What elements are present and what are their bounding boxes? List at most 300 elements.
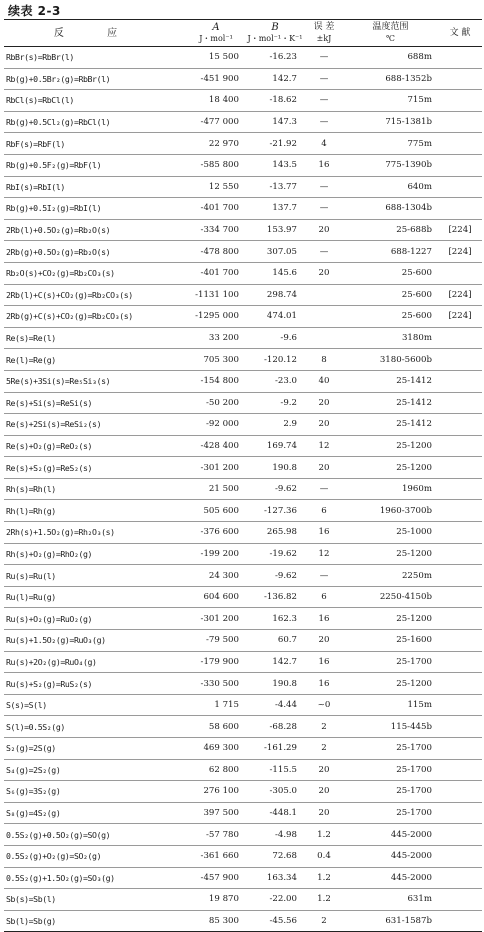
b-value-cell: 72.68 <box>245 845 305 867</box>
temp-range-cell: 445-2000 <box>343 845 438 867</box>
temp-range-cell: 25-1700 <box>343 781 438 803</box>
a-value-cell: -334 700 <box>187 219 245 241</box>
table-row <box>4 845 482 867</box>
error-cell: — <box>305 478 343 500</box>
b-value-cell: 265.98 <box>245 522 305 544</box>
a-value-cell: 15 500 <box>187 47 245 69</box>
a-value-cell: 85 300 <box>187 910 245 932</box>
reference-cell <box>438 651 482 673</box>
temp-range-cell: 688-1352b <box>343 68 438 90</box>
reaction-cell: Rh(s)=Rh(l) <box>4 478 187 500</box>
table-row <box>4 759 482 781</box>
reaction-cell: Ru(s)+2O₂(g)=RuO₄(g) <box>4 651 187 673</box>
table-row <box>4 306 482 328</box>
b-value-cell: -16.23 <box>245 47 305 69</box>
reaction-cell: Re(s)+Si(s)=ReSi(s) <box>4 392 187 414</box>
table-row <box>4 543 482 565</box>
header-error-label: 误 差 <box>313 22 335 32</box>
temp-range-cell: 688m <box>343 47 438 69</box>
a-value-cell: 22 970 <box>187 133 245 155</box>
b-value-cell: -22.00 <box>245 889 305 911</box>
reaction-cell: 2Rb(l)+0.5O₂(g)=Rb₂O(s) <box>4 219 187 241</box>
reaction-cell: Rb(g)+0.5I₂(g)=RbI(l) <box>4 198 187 220</box>
error-cell: 20 <box>305 759 343 781</box>
error-cell <box>305 327 343 349</box>
a-value-cell: 276 100 <box>187 781 245 803</box>
table-row <box>4 565 482 587</box>
reference-cell <box>438 47 482 69</box>
reference-cell <box>438 586 482 608</box>
temp-range-cell: 25-1200 <box>343 608 438 630</box>
reaction-cell: 0.5S₂(g)+0.5O₂(g)=SO(g) <box>4 824 187 846</box>
a-value-cell: -50 200 <box>187 392 245 414</box>
temp-range-cell: 25-1200 <box>343 457 438 479</box>
b-value-cell: 143.5 <box>245 154 305 176</box>
table-row <box>4 90 482 112</box>
reference-cell <box>438 716 482 738</box>
temp-range-cell: 25-1700 <box>343 759 438 781</box>
reference-cell: [224] <box>438 219 482 241</box>
b-value-cell: 142.7 <box>245 651 305 673</box>
reaction-cell: Re(s)+O₂(g)=ReO₂(s) <box>4 435 187 457</box>
reaction-cell: Ru(s)+S₂(g)=RuS₂(s) <box>4 673 187 695</box>
reference-cell <box>438 500 482 522</box>
b-value-cell: -9.62 <box>245 565 305 587</box>
b-value-cell: -4.44 <box>245 694 305 716</box>
reaction-cell: 2Rh(s)+1.5O₂(g)=Rh₂O₃(s) <box>4 522 187 544</box>
temp-range-cell: 445-2000 <box>343 824 438 846</box>
b-value-cell: 190.8 <box>245 673 305 695</box>
table-row <box>4 781 482 803</box>
b-value-cell: -13.77 <box>245 176 305 198</box>
reaction-cell: Rh(l)=Rh(g) <box>4 500 187 522</box>
temp-range-cell: 1960-3700b <box>343 500 438 522</box>
table-row <box>4 673 482 695</box>
table-row <box>4 370 482 392</box>
error-cell: 16 <box>305 608 343 630</box>
table-row <box>4 327 482 349</box>
b-value-cell: 474.01 <box>245 306 305 328</box>
temp-range-cell: 25-1200 <box>343 435 438 457</box>
error-cell: 20 <box>305 781 343 803</box>
temp-range-cell: 25-1412 <box>343 370 438 392</box>
b-value-cell: -45.56 <box>245 910 305 932</box>
error-cell <box>305 284 343 306</box>
a-value-cell: -154 800 <box>187 370 245 392</box>
temp-range-cell: 25-1412 <box>343 414 438 436</box>
a-value-cell: -451 900 <box>187 68 245 90</box>
temp-range-cell: 25-1200 <box>343 673 438 695</box>
a-value-cell: 58 600 <box>187 716 245 738</box>
reference-cell <box>438 608 482 630</box>
error-cell: 40 <box>305 370 343 392</box>
error-cell: 12 <box>305 543 343 565</box>
error-cell: 16 <box>305 154 343 176</box>
b-value-cell: 298.74 <box>245 284 305 306</box>
error-cell: — <box>305 90 343 112</box>
reaction-cell: Ru(s)+O₂(g)=RuO₂(g) <box>4 608 187 630</box>
error-cell: 1.2 <box>305 867 343 889</box>
table-row <box>4 47 482 69</box>
table-row <box>4 608 482 630</box>
a-value-cell: -477 000 <box>187 111 245 133</box>
table-row <box>4 219 482 241</box>
a-value-cell: 62 800 <box>187 759 245 781</box>
reaction-cell: RbCl(s)=RbCl(l) <box>4 90 187 112</box>
b-value-cell: -19.62 <box>245 543 305 565</box>
reaction-cell: Re(s)=Re(l) <box>4 327 187 349</box>
table-row <box>4 198 482 220</box>
reference-cell <box>438 414 482 436</box>
error-cell <box>305 306 343 328</box>
header-error <box>305 20 343 47</box>
error-cell: — <box>305 241 343 263</box>
table-row <box>4 133 482 155</box>
table-row <box>4 284 482 306</box>
a-value-cell: -1295 000 <box>187 306 245 328</box>
table-row <box>4 716 482 738</box>
temp-range-cell: 775m <box>343 133 438 155</box>
error-cell: 16 <box>305 673 343 695</box>
reference-cell <box>438 673 482 695</box>
reaction-cell: 5Re(s)+3Si(s)=Re₅Si₃(s) <box>4 370 187 392</box>
table-row <box>4 889 482 911</box>
reference-cell: [224] <box>438 306 482 328</box>
header-temp <box>343 20 438 47</box>
reaction-cell: Re(s)+2Si(s)=ReSi₂(s) <box>4 414 187 436</box>
b-value-cell: 162.3 <box>245 608 305 630</box>
reference-cell <box>438 198 482 220</box>
error-cell: 16 <box>305 522 343 544</box>
a-value-cell: -401 700 <box>187 198 245 220</box>
reaction-cell: RbF(s)=RbF(l) <box>4 133 187 155</box>
reaction-cell: 2Rb(l)+C(s)+CO₂(g)=Rb₂CO₃(s) <box>4 284 187 306</box>
a-value-cell: -376 600 <box>187 522 245 544</box>
temp-range-cell: 640m <box>343 176 438 198</box>
reference-cell <box>438 694 482 716</box>
b-value-cell: 190.8 <box>245 457 305 479</box>
table-row <box>4 824 482 846</box>
table-row <box>4 154 482 176</box>
b-value-cell: 307.05 <box>245 241 305 263</box>
b-value-cell: -161.29 <box>245 738 305 760</box>
header-ref: 文 献 <box>438 20 482 47</box>
a-value-cell: 705 300 <box>187 349 245 371</box>
error-cell: 20 <box>305 630 343 652</box>
reference-cell <box>438 867 482 889</box>
error-cell: 20 <box>305 392 343 414</box>
error-cell: 20 <box>305 262 343 284</box>
error-cell: 8 <box>305 349 343 371</box>
error-cell: 16 <box>305 651 343 673</box>
temp-range-cell: 1960m <box>343 478 438 500</box>
table-row <box>4 262 482 284</box>
reference-cell <box>438 759 482 781</box>
a-value-cell: -179 900 <box>187 651 245 673</box>
reference-cell <box>438 176 482 198</box>
error-cell: 6 <box>305 500 343 522</box>
b-value-cell: 2.9 <box>245 414 305 436</box>
error-cell: 2 <box>305 738 343 760</box>
reaction-cell: Ru(l)=Ru(g) <box>4 586 187 608</box>
a-value-cell: 1 715 <box>187 694 245 716</box>
reference-cell <box>438 845 482 867</box>
error-cell: 1.2 <box>305 824 343 846</box>
temp-range-cell: 2250m <box>343 565 438 587</box>
reaction-cell: S₆(g)=3S₂(g) <box>4 781 187 803</box>
table-row <box>4 802 482 824</box>
reaction-cell: RbI(s)=RbI(l) <box>4 176 187 198</box>
reaction-cell: Ru(s)=Ru(l) <box>4 565 187 587</box>
temp-range-cell: 25-600 <box>343 262 438 284</box>
reference-cell <box>438 478 482 500</box>
table-row <box>4 68 482 90</box>
a-value-cell: -428 400 <box>187 435 245 457</box>
temp-range-cell: 688-1227 <box>343 241 438 263</box>
temp-range-cell: 25-600 <box>343 306 438 328</box>
temp-range-cell: 25-1700 <box>343 738 438 760</box>
b-value-cell: -68.28 <box>245 716 305 738</box>
reference-cell <box>438 133 482 155</box>
temp-range-cell: 25-1200 <box>343 543 438 565</box>
b-value-cell: -120.12 <box>245 349 305 371</box>
b-value-cell: 153.97 <box>245 219 305 241</box>
a-value-cell: -478 800 <box>187 241 245 263</box>
a-value-cell: 19 870 <box>187 889 245 911</box>
b-value-cell: -305.0 <box>245 781 305 803</box>
reaction-cell: Re(s)+S₂(g)=ReS₂(s) <box>4 457 187 479</box>
temp-range-cell: 631m <box>343 889 438 911</box>
table-row <box>4 111 482 133</box>
header-b-unit: J・mol⁻¹・K⁻¹ <box>247 34 303 43</box>
a-value-cell: 33 200 <box>187 327 245 349</box>
temp-range-cell: 25-1700 <box>343 651 438 673</box>
table-body <box>4 47 482 932</box>
a-value-cell: -92 000 <box>187 414 245 436</box>
reaction-cell: Rb₂O(s)+CO₂(g)=Rb₂CO₃(s) <box>4 262 187 284</box>
reference-cell <box>438 802 482 824</box>
header-b-symbol: B <box>271 22 279 33</box>
reference-cell <box>438 435 482 457</box>
a-value-cell: -199 200 <box>187 543 245 565</box>
header-b <box>245 20 305 47</box>
reaction-cell: 2Rb(g)+0.5O₂(g)=Rb₂O(s) <box>4 241 187 263</box>
table-row <box>4 457 482 479</box>
reaction-cell: 0.5S₂(g)+O₂(g)=SO₂(g) <box>4 845 187 867</box>
error-cell: — <box>305 176 343 198</box>
table-row <box>4 867 482 889</box>
error-cell: — <box>305 68 343 90</box>
table-row <box>4 500 482 522</box>
table-row <box>4 522 482 544</box>
reference-cell <box>438 90 482 112</box>
table-row <box>4 738 482 760</box>
a-value-cell: -330 500 <box>187 673 245 695</box>
temp-range-cell: 25-1000 <box>343 522 438 544</box>
error-cell: 0.4 <box>305 845 343 867</box>
error-cell: 20 <box>305 219 343 241</box>
error-cell: — <box>305 47 343 69</box>
b-value-cell: -9.2 <box>245 392 305 414</box>
error-cell: 2 <box>305 910 343 932</box>
a-value-cell: 21 500 <box>187 478 245 500</box>
temp-range-cell: 25-1600 <box>343 630 438 652</box>
reference-cell <box>438 68 482 90</box>
header-temp-label: 温度范围 <box>372 22 409 32</box>
a-value-cell: 397 500 <box>187 802 245 824</box>
error-cell: 20 <box>305 414 343 436</box>
temp-range-cell: 3180m <box>343 327 438 349</box>
reaction-cell: S₄(g)=2S₂(g) <box>4 759 187 781</box>
header-row <box>4 20 482 47</box>
a-value-cell: -585 800 <box>187 154 245 176</box>
b-value-cell: -21.92 <box>245 133 305 155</box>
reaction-cell: S₂(g)=2S(g) <box>4 738 187 760</box>
error-cell: 20 <box>305 457 343 479</box>
temp-range-cell: 25-1700 <box>343 802 438 824</box>
a-value-cell: -301 200 <box>187 457 245 479</box>
reference-cell: [224] <box>438 284 482 306</box>
error-cell: 12 <box>305 435 343 457</box>
a-value-cell: 604 600 <box>187 586 245 608</box>
table-row <box>4 241 482 263</box>
b-value-cell: -115.5 <box>245 759 305 781</box>
b-value-cell: 137.7 <box>245 198 305 220</box>
table-row <box>4 478 482 500</box>
table-row <box>4 176 482 198</box>
table-row <box>4 586 482 608</box>
reference-cell: [224] <box>438 241 482 263</box>
table-row <box>4 910 482 932</box>
header-reaction: 反 应 <box>4 20 187 47</box>
reaction-cell: RbBr(s)=RbBr(l) <box>4 47 187 69</box>
header-temp-unit: ℃ <box>386 34 395 43</box>
header-a-unit: J・mol⁻¹ <box>199 34 233 43</box>
b-value-cell: -18.62 <box>245 90 305 112</box>
reference-cell <box>438 111 482 133</box>
b-value-cell: -9.6 <box>245 327 305 349</box>
b-value-cell: 60.7 <box>245 630 305 652</box>
reference-cell <box>438 457 482 479</box>
reaction-cell: S(s)=S(l) <box>4 694 187 716</box>
reaction-cell: Rb(g)+0.5Br₂(g)=RbBr(l) <box>4 68 187 90</box>
a-value-cell: 18 400 <box>187 90 245 112</box>
reaction-cell: Ru(s)+1.5O₂(g)=RuO₃(g) <box>4 630 187 652</box>
a-value-cell: -57 780 <box>187 824 245 846</box>
temp-range-cell: 115-445b <box>343 716 438 738</box>
b-value-cell: -9.62 <box>245 478 305 500</box>
error-cell: 1.2 <box>305 889 343 911</box>
a-value-cell: -301 200 <box>187 608 245 630</box>
b-value-cell: -136.82 <box>245 586 305 608</box>
reference-cell <box>438 392 482 414</box>
temp-range-cell: 25-600 <box>343 284 438 306</box>
reaction-cell: Rb(g)+0.5Cl₂(g)=RbCl(l) <box>4 111 187 133</box>
reference-cell <box>438 327 482 349</box>
error-cell: — <box>305 198 343 220</box>
table-row <box>4 694 482 716</box>
thermo-data-table <box>4 19 482 932</box>
header-error-unit: ±kJ <box>316 34 332 43</box>
reference-cell <box>438 630 482 652</box>
reference-cell <box>438 522 482 544</box>
table-row <box>4 392 482 414</box>
b-value-cell: -4.98 <box>245 824 305 846</box>
a-value-cell: 469 300 <box>187 738 245 760</box>
reaction-cell: Rb(g)+0.5F₂(g)=RbF(l) <box>4 154 187 176</box>
reaction-cell: Rh(s)+O₂(g)=RhO₂(g) <box>4 543 187 565</box>
reference-cell <box>438 889 482 911</box>
a-value-cell: 12 550 <box>187 176 245 198</box>
a-value-cell: -457 900 <box>187 867 245 889</box>
temp-range-cell: 715m <box>343 90 438 112</box>
temp-range-cell: 445-2000 <box>343 867 438 889</box>
a-value-cell: -1131 100 <box>187 284 245 306</box>
temp-range-cell: 775-1390b <box>343 154 438 176</box>
reference-cell <box>438 824 482 846</box>
b-value-cell: 147.3 <box>245 111 305 133</box>
reaction-cell: S(l)=0.5S₂(g) <box>4 716 187 738</box>
b-value-cell: 145.6 <box>245 262 305 284</box>
reference-cell <box>438 738 482 760</box>
reference-cell <box>438 262 482 284</box>
error-cell: — <box>305 565 343 587</box>
temp-range-cell: 25-1412 <box>343 392 438 414</box>
reaction-cell: S₈(g)=4S₂(g) <box>4 802 187 824</box>
temp-range-cell: 2250-4150b <box>343 586 438 608</box>
reference-cell <box>438 910 482 932</box>
table-row <box>4 630 482 652</box>
b-value-cell: -127.36 <box>245 500 305 522</box>
error-cell: ~0 <box>305 694 343 716</box>
b-value-cell: 142.7 <box>245 68 305 90</box>
error-cell: — <box>305 111 343 133</box>
b-value-cell: -23.0 <box>245 370 305 392</box>
table-caption: 续表 2-3 <box>8 4 61 18</box>
b-value-cell: 163.34 <box>245 867 305 889</box>
error-cell: 4 <box>305 133 343 155</box>
header-a-symbol: A <box>212 22 220 33</box>
table-row <box>4 651 482 673</box>
error-cell: 20 <box>305 802 343 824</box>
reaction-cell: 0.5S₂(g)+1.5O₂(g)=SO₃(g) <box>4 867 187 889</box>
reference-cell <box>438 781 482 803</box>
error-cell: 6 <box>305 586 343 608</box>
table-row <box>4 349 482 371</box>
reference-cell <box>438 565 482 587</box>
reference-cell <box>438 543 482 565</box>
temp-range-cell: 115m <box>343 694 438 716</box>
b-value-cell: -448.1 <box>245 802 305 824</box>
reaction-cell: Sb(s)=Sb(l) <box>4 889 187 911</box>
table-row <box>4 414 482 436</box>
a-value-cell: -401 700 <box>187 262 245 284</box>
reaction-cell: Sb(l)=Sb(g) <box>4 910 187 932</box>
a-value-cell: 505 600 <box>187 500 245 522</box>
temp-range-cell: 688-1304b <box>343 198 438 220</box>
temp-range-cell: 25-688b <box>343 219 438 241</box>
temp-range-cell: 715-1381b <box>343 111 438 133</box>
reference-cell <box>438 349 482 371</box>
a-value-cell: -79 500 <box>187 630 245 652</box>
reaction-cell: Re(l)=Re(g) <box>4 349 187 371</box>
b-value-cell: 169.74 <box>245 435 305 457</box>
reference-cell <box>438 154 482 176</box>
table-row <box>4 435 482 457</box>
temp-range-cell: 631-1587b <box>343 910 438 932</box>
reaction-cell: 2Rb(g)+C(s)+CO₂(g)=Rb₂CO₃(s) <box>4 306 187 328</box>
temp-range-cell: 3180-5600b <box>343 349 438 371</box>
